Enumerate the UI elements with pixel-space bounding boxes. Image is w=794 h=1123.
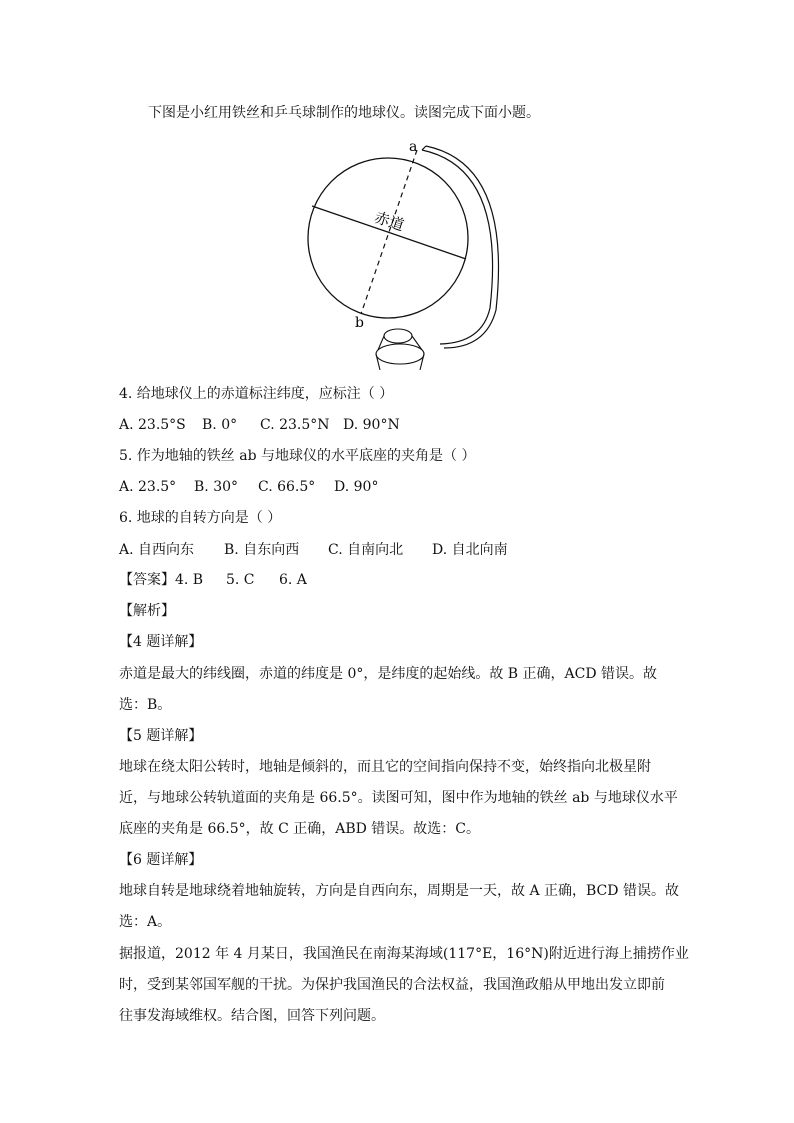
analysis-title: 【解析】 — [119, 603, 175, 619]
detail-5-line-2: 近，与地球公转轨道面的夹角是 66.5°。读图可知，图中作为地轴的铁丝 ab 与地球仪水平 — [119, 790, 678, 806]
passage-line-3: 往事发海域维权。结合图，回答下列问题。 — [119, 1008, 385, 1024]
q4-option-d: D. 90°N — [343, 417, 400, 433]
detail-4-title: 【4 题详解】 — [119, 634, 203, 650]
answer-5: 5. C — [226, 572, 255, 588]
q6-option-d: D. 自北向南 — [432, 542, 508, 558]
detail-6-line-2: 选：A。 — [119, 914, 172, 930]
q5-option-b: B. 30° — [194, 479, 239, 495]
q4-option-a: A. 23.5°S — [119, 417, 186, 433]
q6-option-a: A. 自西向东 — [119, 542, 195, 558]
label-a: a — [409, 139, 418, 155]
stand-neck — [384, 329, 412, 343]
q4-option-b: B. 0° — [202, 417, 238, 433]
answer-6: 6. A — [279, 572, 307, 588]
stand-base — [376, 344, 424, 364]
passage-line-1: 据报道，2012 年 4 月某日，我国渔民在南海某海域(117°E，16°N)附近进行海上捕捞作业 — [119, 946, 689, 962]
answer-4: 4. B — [175, 572, 204, 588]
detail-6-line-1: 地球自转是地球绕着地轴旋转，方向是自西向东，周期是一天，故 A 正确，BCD 错误。故 — [119, 883, 679, 899]
answer-label: 【答案】 — [119, 572, 175, 588]
globe-sphere — [308, 158, 468, 318]
q5-option-a: A. 23.5° — [119, 479, 177, 495]
q6-option-c: C. 自南向北 — [328, 542, 404, 558]
detail-6-title: 【6 题详解】 — [119, 852, 203, 868]
globe-figure — [300, 138, 500, 370]
question-6-stem: 6. 地球的自转方向是（ ） — [119, 510, 282, 526]
q4-option-c: C. 23.5°N — [260, 417, 330, 433]
q6-option-b: B. 自东向西 — [224, 542, 300, 558]
equator-label: 赤道 — [372, 208, 407, 235]
detail-5-line-1: 地球在绕太阳公转时，地轴是倾斜的，而且它的空间指向保持不变，始终指向北极星附 — [119, 759, 651, 775]
q5-option-c: C. 66.5° — [258, 479, 316, 495]
detail-4-line-2: 选：B。 — [119, 697, 172, 713]
label-b: b — [355, 315, 364, 331]
passage-line-2: 时，受到某邻国军舰的干扰。为保护我国渔民的合法权益，我国渔政船从甲地出发立即前 — [119, 977, 665, 993]
detail-4-line-1: 赤道是最大的纬线圈，赤道的纬度是 0°，是纬度的起始线。故 B 正确，ACD 错误。故 — [119, 666, 658, 682]
question-5-stem: 5. 作为地轴的铁丝 ab 与地球仪的水平底座的夹角是（ ） — [119, 448, 476, 464]
detail-5-line-3: 底座的夹角是 66.5°，故 C 正确，ABD 错误。故选：C。 — [119, 821, 481, 837]
meridian-ring-inner — [426, 146, 499, 348]
question-4-stem: 4. 给地球仪上的赤道标注纬度，应标注（ ） — [119, 386, 394, 402]
detail-5-title: 【5 题详解】 — [119, 728, 203, 744]
intro-text: 下图是小红用铁丝和乒乓球制作的地球仪。读图完成下面小题。 — [148, 105, 540, 121]
q5-option-d: D. 90° — [334, 479, 379, 495]
